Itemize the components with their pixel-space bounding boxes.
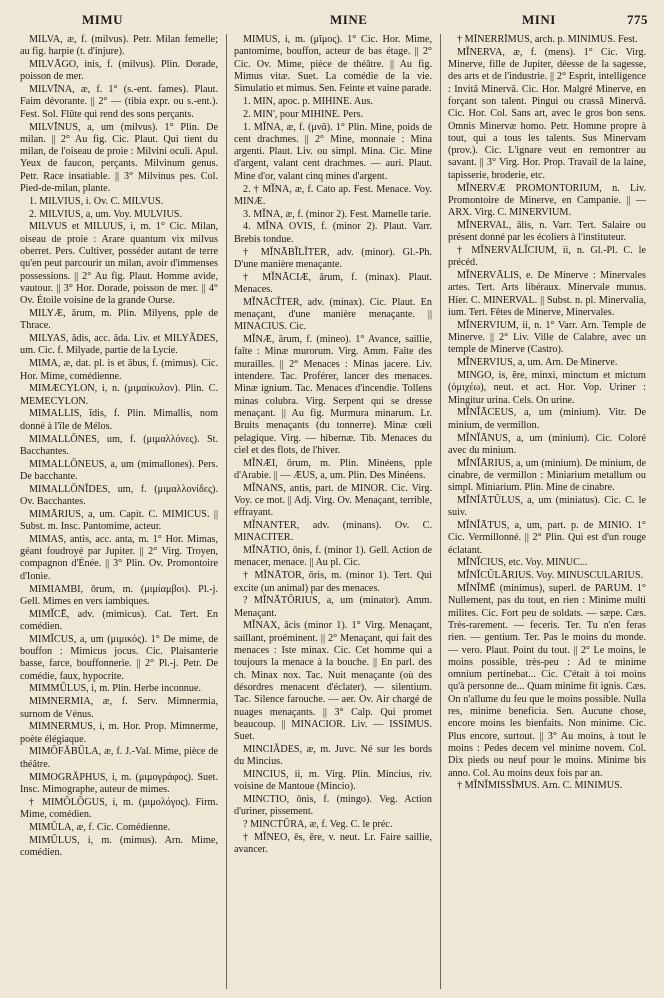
dictionary-entry: 1. MIN, apoc. p. MIHINE. Aus. bbox=[243, 95, 373, 107]
dictionary-entry: MĬNĬĀTUS, a, um, part. p. de MINIO. 1° Cic. Vermillonné. || 2° Plin. Qui est d'un rouge éclatant. bbox=[448, 520, 646, 556]
dictionary-entry: MIMUS, i, m. (μῖμος). 1° Cic. Hor. Mime, pantomime, bouffon, acteur de bas étage. || 2° Cic. Ov. Mime, pièce de théâtre. || Au fig. Mimus vitæ. Suet. La comédie de la vie. Simulatio et mimus. Sen. Feinte et vaine parade. bbox=[234, 34, 432, 95]
dictionary-entry: MILYAS, ădis, acc. ăda. Liv. et MILYĂDES, um. Cic. f. Milyade, partie de la Lycie. bbox=[20, 333, 218, 357]
dictionary-entry: 2. MILVIUS, a, um. Voy. MULVIUS. bbox=[29, 208, 183, 220]
dictionary-entry: MIMALLŌNES, um, f. (μιμαλλόνες). St. Bacchantes. bbox=[20, 433, 218, 457]
dictionary-entry: † MĬNĀCIÆ, ārum, f. (minax). Plaut. Menaces. bbox=[234, 271, 432, 295]
dictionary-entry: MIMÆCYLON, i, n. (μιμαίκυλον). Plin. C. MEMECYLON. bbox=[20, 383, 218, 407]
dictionary-entry: MĬNĬMĒ (minimus), superl. de PARUM. 1° Nullement, pas du tout, en rien : Minime multi milites. Cic. Fort peu de soldats. — sæpe. Cæs. Très-rarement. — feceris. Ter. Tu n'en feras rien. — gentium. Ter. Pas le moins du monde. — vero. Plaut. Point du tout. || 2° Le moins, le moins possible, très-peu : Ad te minime omnium pertinebat... Cic. C'était à toi moins qu'à personne de... Quam minime fit ignis. Cæs. On n'allume du feu que le moins possible. Nulla res, minime beneficia. Sen. Aucune chose, encore moins les bienfaits. Non minime. Cic. Plus encore, surtout. || 3° Au moins, à tout le moins : Pedes decem vel minime novem. Col. Dix pieds ou neuf pour le moins. Minime bis anno. Col. Au moins deux fois par an. bbox=[448, 583, 646, 779]
text-columns bbox=[20, 34, 652, 992]
dictionary-entry: † MIMŎLŎGUS, i, m. (μιμολόγος). Firm. Mime, comédien. bbox=[20, 796, 218, 820]
dictionary-entry: MIMALLIS, ĭdis, f. Plin. Mimallis, nom donné à l'île de Mélos. bbox=[20, 408, 218, 432]
dictionary-entry: MIMALLŌNEUS, a, um (mimallones). Pers. De bacchante. bbox=[20, 458, 218, 482]
dictionary-entry: MIMŬLA, æ, f. Cic. Comédienne. bbox=[29, 821, 171, 833]
dictionary-entry: MĬNERVÆ PROMONTORIUM, n. Liv. Promontoire de Minerve, en Campanie. || — ARX. Virg. C. MINERVIUM. bbox=[448, 182, 646, 219]
dictionary-entry: MILVĀGO, inis, f. (milvus). Plin. Dorade, poisson de mer. bbox=[20, 59, 218, 83]
running-header bbox=[22, 10, 650, 30]
dictionary-entry: MĬNÆ, ārum, f. (mineo). 1° Avance, saillie, faîte : Minæ murorum. Virg. Amm. Faîte des murailles. || 2° Menaces : Minas jacere. Liv. intendere. Tac. Proférer, lancer des menaces. Minæ ignium. Tac. Menaces d'incendie. Tollens minas colubra. Virg. Serpent qui se dresse menaçant. || Au fig. Murmura minarum. Lr. Bruits menaçants (du tonnerre). Minæ cœli pelagique. Virg. — hibernæ. Tib. Menaces du ciel et des flots, de l'hiver. bbox=[234, 334, 432, 456]
dictionary-entry: MINCIĂDES, æ, m. Juvc. Né sur les bords du Mincius. bbox=[234, 743, 432, 768]
dictionary-entry: 4. MĬNA OVIS, f. (minor 2). Plaut. Varr. Brebis tondue. bbox=[234, 221, 432, 245]
dictionary-entry: MIMŬLUS, i, m. (mimus). Arn. Mime, comédien. bbox=[20, 834, 218, 858]
column-left bbox=[20, 34, 218, 992]
dictionary-entry: MĬNĀCĬTER, adv. (minax). Cic. Plaut. En menaçant, d'une manière menaçante. || MINACIUS. Cic. bbox=[234, 296, 432, 333]
dictionary-entry: MĬNĬĀRIUS, a, um (minium). De minium, de cinabre, de vermillon : Miniarium metallum ou simpl. Miniarium. Plin. Mine de cinabre. bbox=[448, 457, 646, 494]
dictionary-entry: MĬNAX, ācis (minor 1). 1° Virg. Menaçant, saillant, proéminent. || 2° Menaçant, qui fait des menaces : Iste minax. Cic. Cet homme qui a toujours la menace à la bouche. || En parl. des ch. Minax nox. Tac. Nuit menaçante (où des désordres menacent d'éclater). — silentium. Tac. Silence farouche. — aer. Ov. Air chargé de nuages menaçants. || 3° Calp. Qui promet beaucoup. || MINACIOR. Liv. — ISSIMUS. Suet. bbox=[234, 620, 432, 743]
dictionary-entry: MĬNĬCIUS, etc. Voy. MINUC... bbox=[457, 557, 588, 569]
dictionary-entry: MĬNĬĀCEUS, a, um (minium). Vitr. De minium, de vermillon. bbox=[448, 407, 646, 431]
dictionary-entry: MĬNERVĀLIS, e. De Minerve : Minervales artes. Tert. Arts libéraux. Minervale munus. Hier. C. MINERVAL. || Subst. n. pl. Minervalia, ium. Tert. Fêtes de Minerve, Minervales. bbox=[448, 270, 646, 319]
dictionary-entry: MINCTIO, ōnis, f. (mingo). Veg. Action d'uriner, pissement. bbox=[234, 794, 432, 818]
dictionary-entry: MILVA, æ, f. (milvus). Petr. Milan femelle; au fig. harpie (t. d'injure). bbox=[20, 34, 218, 58]
dictionary-entry: MĬNĬCŬLĀRIUS. Voy. MINUSCULARIUS. bbox=[457, 570, 644, 582]
dictionary-entry: MILVĪNUS, a, um (milvus). 1° Plin. De milan. || 2° Au fig. Cic. Plaut. Qui tient du milan, de l'oiseau de proie : Milvini oculi. Apul. Yeux de faucon, perçants. Milvinum genus. Petr. Race insatiable. || 3° Milvinus pes. Col. Pied-de-milan, plante. bbox=[20, 121, 218, 195]
dictionary-entry: MIMA, æ, dat. pl. is et ābus, f. (mimus). Cic. Hor. Mime, comédienne. bbox=[20, 358, 218, 382]
dictionary-entry: MIMOGRĂPHUS, i, m. (μιμογράφος). Suet. Insc. Mimographe, auteur de mimes. bbox=[20, 771, 218, 795]
dictionary-entry: † MĬNĀBĬLĬTER, adv. (minor). Gl.-Ph. D'une manière menaçante. bbox=[234, 246, 432, 270]
dictionary-entry: MIMĀRIUS, a, um. Capit. C. MIMICUS. || Subst. m. Insc. Pantomime, acteur. bbox=[20, 508, 218, 533]
dictionary-entry: MĬNĬĀTŬLUS, a, um (miniatus). Cic. C. le suiv. bbox=[448, 494, 646, 519]
dictionary-entry: MĬNANTER, adv. (minans). Ov. C. MINACITER. bbox=[234, 520, 432, 544]
dictionary-entry: ? MINCTŪRA, æ, f. Veg. C. le préc. bbox=[243, 819, 393, 831]
column-divider-right bbox=[440, 34, 441, 989]
dictionary-entry: MĬNERVIUM, ii, n. 1° Varr. Arn. Temple de Minerve. || 2° Liv. Ville de Calabre, avec un temple de Minerve (Castro). bbox=[448, 319, 646, 356]
dictionary-entry: † MĬNERVĀLĬCIUM, ii, n. Gl.-Pl. C. le précéd. bbox=[448, 245, 646, 269]
center-running-headword: MINE bbox=[330, 12, 368, 27]
dictionary-entry: MINGO, is, ĕre, minxi, minctum et mictum (ὀμιχέω), neut. et act. Hor. Vop. Uriner : Mingitur urina. Cels. On urine. bbox=[448, 370, 646, 406]
dictionary-entry: † MĬNĀTOR, ōris, m. (minor 1). Tert. Qui excite (un animal) par des menaces. bbox=[234, 570, 432, 594]
column-right bbox=[448, 34, 646, 992]
dictionary-entry: MIMĬCUS, a, um (μιμικός). 1° De mime, de bouffon : Mimicus jocus. Cic. Plaisanterie basse, farce, bouffonnerie. || 2° Pl.-j. Petr. De comédie, faux, hypocrite. bbox=[20, 633, 218, 682]
dictionary-entry: MIMALLŌNĬDES, um, f. (μιμαλλονίδες). Ov. Bacchantes. bbox=[20, 483, 218, 507]
dictionary-entry: † MĬNEO, ēs, ēre, v. neut. Lr. Faire saillie, avancer. bbox=[234, 832, 432, 856]
dictionary-entry: MĬNANS, antis, part. de MINOR. Cic. Virg. Voy. ce mot. || Adj. Virg. Ov. Menaçant, terrible, effrayant. bbox=[234, 482, 432, 519]
column-center bbox=[234, 34, 432, 992]
dictionary-entry: MIMŌFĂBŬLA, æ, f. J.-Val. Mime, pièce de théâtre. bbox=[20, 746, 218, 770]
dictionary-entry: 3. MĬNA, æ, f. (minor 2). Fest. Mamelle tarie. bbox=[243, 208, 432, 220]
dictionary-entry: MĬNERVA, æ, f. (mens). 1° Cic. Virg. Minerve, fille de Jupiter, déesse de la sagesse, des arts et de l'industrie. || 2° Esprit, intelligence : Invitâ Minervâ. Cic. Hor. Malgré Minerve, en forçant son talent. Pingui ou crassâ Minervâ. Cic. Hor. Col. Sans art, avec le gros bon sens. Omnis Minervæ homo. Petr. Homme propre à tout, qui a tous les talents. Sus Minervam (prov.). Cic. L'ignare veut en remontrer au savant. || 3° Virg. Hor. Prop. Travail de la laine, tapisserie, broderie, etc. bbox=[448, 46, 646, 181]
dictionary-entry: MILVĪNA, æ, f. 1° (s.-ent. fames). Plaut. Faim dévorante. || 2° — (tibia expr. ou s.-ent.). Fest. Sol. Flûte qui rend des sons perçants. bbox=[20, 84, 218, 120]
dictionary-entry: 1. MILVIUS, i. Ov. C. MILVUS. bbox=[29, 195, 164, 207]
right-running-headword: MINI bbox=[522, 12, 556, 27]
dictionary-entry: MIMAS, antis, acc. anta, m. 1° Hor. Mimas, géant foudroyé par Jupiter. || 2° Virg. Troyen, compagnon d'Énée. || 3° Plin. Ov. Promontoire d'Ionie. bbox=[20, 533, 218, 582]
dictionary-entry: † MĬNERRĬMUS, arch. p. MINIMUS. Fest. bbox=[457, 34, 638, 45]
dictionary-entry: MIMIAMBI, ōrum, m. (μιμίαμβοι). Pl.-j. Gell. Mimes en vers iambiques. bbox=[20, 583, 218, 607]
dictionary-entry: MIMĬCĒ, adv. (mimicus). Cat. Tert. En comédien. bbox=[20, 608, 218, 632]
dictionary-entry: MIMMŬLUS, i, m. Plin. Herbe inconnue. bbox=[29, 683, 202, 695]
dictionary-entry: 2. † MĬNA, æ, f. Cato ap. Fest. Menace. Voy. MINÆ. bbox=[234, 183, 432, 207]
dictionary-entry: MĬNĬĀNUS, a, um (minium). Cic. Coloré avec du minium. bbox=[448, 432, 646, 456]
dictionary-entry: 2. MIN', pour MIHINE. Pers. bbox=[243, 108, 364, 120]
dictionary-entry: MILVUS et MILUUS, i, m. 1° Cic. Milan, oiseau de proie : Arare quantum vix milvus oberret. Pers. Cultiver, posséder autant de terre qu'en peut parcourir un milan, avoir d'immenses possessions. || 2° Au fig. Plaut. Homme avide, vautour. || 3° Hor. Dorade, poisson de mer. || 4° Ov. Étoile voisine de la grande Ourse. bbox=[20, 221, 218, 307]
dictionary-entry: MĬNĀTIO, ōnis, f. (minor 1). Gell. Action de menacer, menace. || Au pl. Cic. bbox=[234, 545, 432, 569]
page-number: 775 bbox=[627, 12, 648, 27]
dictionary-entry: ? MĬNĀTŌRIUS, a, um (minator). Amm. Menaçant. bbox=[234, 595, 432, 619]
dictionary-entry: MĬNERVIUS, a, um. Arn. De Minerve. bbox=[457, 357, 618, 369]
dictionary-entry: MILYÆ, ārum, m. Plin. Milyens, pple de Thrace. bbox=[20, 308, 218, 332]
left-running-headword: MIMU bbox=[82, 12, 123, 27]
dictionary-entry: MIMNERMIA, æ, f. Serv. Mimnermia, surnom de Vénus. bbox=[20, 696, 218, 720]
dictionary-entry: MIMNERMUS, i, m. Hor. Prop. Mimnerme, poète élégiaque. bbox=[20, 721, 218, 745]
dictionary-entry: MINCIUS, ii, m. Virg. Plin. Mincius, riv. voisine de Mantoue (Mincio). bbox=[234, 769, 432, 793]
dictionary-entry: MĬNÆI, ōrum, m. Plin. Minéens, pple d'Arabie. || — ÆUS, a, um. Plin. Des Minéens. bbox=[234, 457, 432, 481]
dictionary-entry: 1. MĬNA, æ, f. (μνᾶ). 1° Plin. Mine, poids de cent drachmes. || 2° Mine, monnaie : Mina argenti. Plaut. Liv. ou simpl. Mina. Cic. Mine d'argent, valant cent drachmes. — auri. Plaut. Mine d'or, valant cinq mines d'argent. bbox=[234, 121, 432, 182]
dictionary-entry: MĬNERVAL, ālis, n. Varr. Tert. Salaire ou présent donné par les écoliers à l'instituteur. bbox=[448, 219, 646, 244]
dictionary-entry: † MĬNĬMISSĬMUS. Arn. C. MINIMUS. bbox=[457, 780, 623, 792]
column-divider-left bbox=[226, 34, 227, 989]
